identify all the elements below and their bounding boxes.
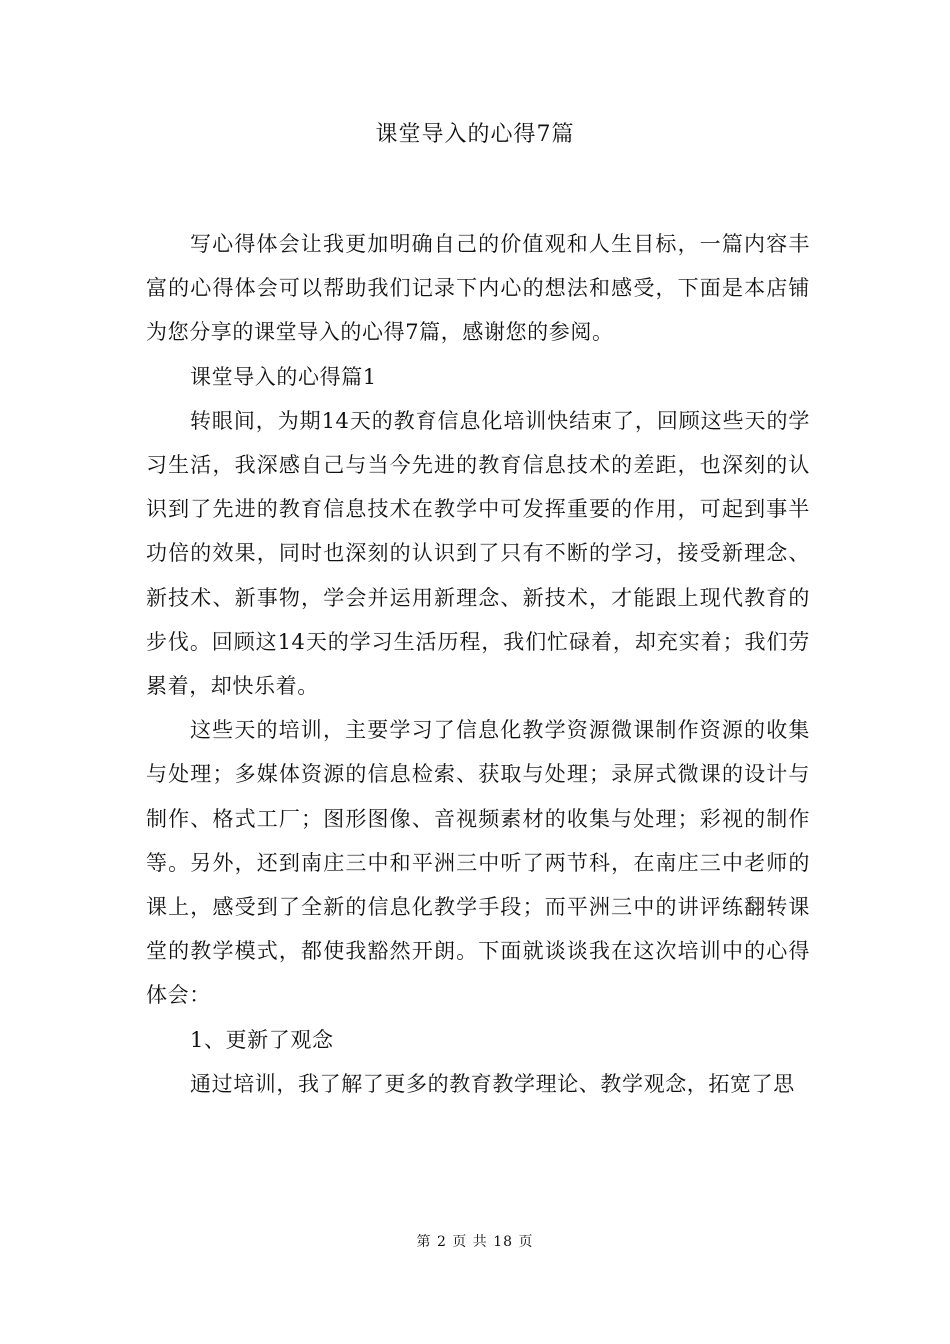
section-heading: 课堂导入的心得篇1 — [190, 364, 377, 389]
subsection-heading: 1、更新了观念 — [190, 1027, 334, 1052]
document-title: 课堂导入的心得7篇 — [375, 122, 575, 147]
body-paragraph: 通过培训，我了解了更多的教育教学理论、教学观念，拓宽了思 — [190, 1071, 795, 1096]
body-paragraph: 转眼间，为期14天的教育信息化培训快结束了，回顾这些天的学习生活，我深感自己与当今先进的教育信息技术的差距，也深刻的认识到了先进的教育信息技术在教学中可发挥重要的作用，可起到事半功倍的效果，同时也深刻的认识到了只有不断的学习，接受新理念、新技术、新事物，学会并运用新理念、新技术，才能跟上现代教育的步伐。回顾这14天的学习生活历程，我们忙碌着，却充实着；我们劳累着，却快乐着。 — [146, 408, 810, 699]
intro-paragraph: 写心得体会让我更加明确自己的价值观和人生目标，一篇内容丰富的心得体会可以帮助我们记录下内心的想法和感受，下面是本店铺为您分享的课堂导入的心得7篇，感谢您的参阅。 — [146, 232, 810, 345]
document-body — [146, 222, 810, 1106]
body-paragraph: 这些天的培训，主要学习了信息化教学资源微课制作资源的收集与处理；多媒体资源的信息检索、获取与处理；录屏式微课的设计与制作、格式工厂；图形图像、音视频素材的收集与处理；彩视的制作等。另外，还到南庄三中和平洲三中听了两节科，在南庄三中老师的课上，感受到了全新的信息化教学手段；而平洲三中的讲评练翻转课堂的教学模式，都使我豁然开朗。下面就谈谈我在这次培训中的心得体会： — [146, 718, 810, 1008]
page-footer: 第 2 页 共 18 页 — [416, 1234, 534, 1250]
